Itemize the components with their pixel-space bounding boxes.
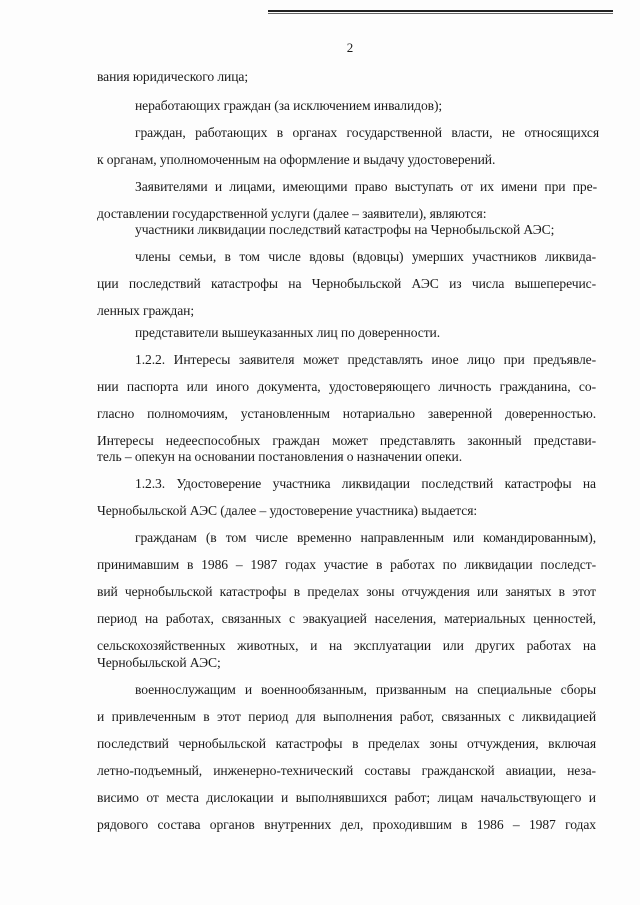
text-line: Заявителями и лицами, имеющими право выступать от их имени при пре-	[135, 179, 597, 194]
header-rule-thin	[268, 13, 613, 14]
text-line: тель – опекун на основании постановления о назначении опеки.	[97, 449, 463, 464]
text-line: последствий чернобыльской катастрофы в пределах зоны отчуждения, включая	[97, 736, 596, 751]
text-line: Чернобыльской АЭС;	[97, 655, 221, 670]
text-line: военнослужащим и военнообязанным, призванным на специальные сборы	[135, 682, 596, 697]
text-line: период на работах, связанных с эвакуацией населения, материальных ценностей,	[97, 611, 596, 626]
text-line: и привлеченным в этот период для выполнения работ, связанных с ликвидацией	[97, 709, 596, 724]
text-line: участники ликвидации последствий катастрофы на Чернобыльской АЭС;	[135, 222, 555, 237]
text-line: 1.2.2. Интересы заявителя может представлять иное лицо при предъявле-	[135, 352, 596, 367]
text-line: Интересы недееспособных граждан может представлять законный представи-	[97, 433, 596, 448]
text-line: принимавшим в 1986 – 1987 годах участие в работах по ликвидации последст-	[97, 557, 596, 572]
text-line: гражданам (в том числе временно направленным или командированным),	[135, 530, 596, 545]
text-line: вий чернобыльской катастрофы в пределах зоны отчуждения или занятых в этот	[97, 584, 596, 599]
page-number: 2	[346, 40, 354, 55]
text-line: ленных граждан;	[97, 303, 194, 318]
text-line: 1.2.3. Удостоверение участника ликвидации последствий катастрофы на	[135, 476, 596, 491]
text-line: к органам, уполномоченным на оформление и выдачу удостоверений.	[97, 152, 496, 167]
text-line: члены семьи, в том числе вдовы (вдовцы) умерших участников ликвида-	[135, 249, 596, 264]
text-line: Чернобыльской АЭС (далее – удостоверение участника) выдается:	[97, 503, 478, 518]
text-line: висимо от места дислокации и выполнявшихся работ; лицам начальствующего и	[97, 790, 596, 805]
text-line: вания юридического лица;	[97, 69, 249, 84]
text-line: неработающих граждан (за исключением инвалидов);	[135, 98, 443, 113]
text-line: гласно полномочиям, установленным нотариально заверенной доверенностью.	[97, 406, 596, 421]
text-line: летно-подъемный, инженерно-технический составы гражданской авиации, неза-	[97, 763, 596, 778]
text-line: ции последствий катастрофы на Чернобыльской АЭС из числа вышеперечис-	[97, 276, 596, 291]
text-line: доставлении государственной услуги (далее – заявители), являются:	[97, 206, 487, 221]
text-line: нии паспорта или иного документа, удостоверяющего личность гражданина, со-	[97, 379, 596, 394]
header-rule	[268, 10, 613, 12]
text-line: сельскохозяйственных животных, и на эксплуатации или других работах на	[97, 638, 596, 653]
text-line: граждан, работающих в органах государственной власти, не относящихся	[135, 125, 599, 140]
text-line: представители вышеуказанных лиц по доверенности.	[135, 325, 441, 340]
text-line: рядового состава органов внутренних дел, проходившим в 1986 – 1987 годах	[97, 817, 596, 832]
